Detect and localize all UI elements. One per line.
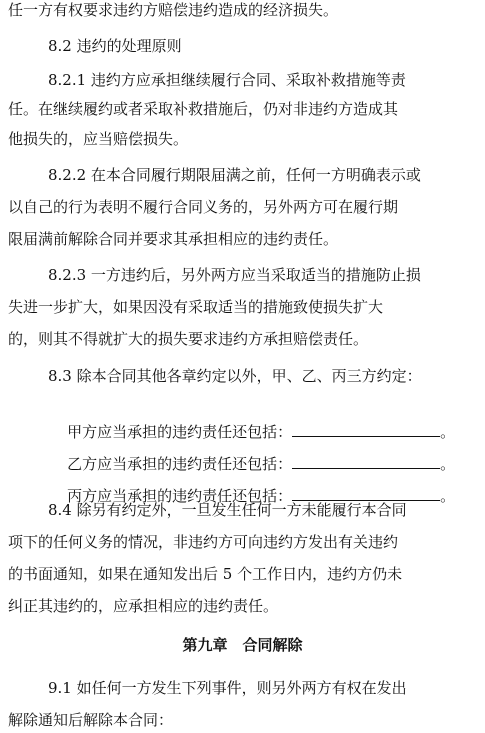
paragraph-line: 任一方有权要求违约方赔偿违约造成的经济损失。 (8, 1, 339, 19)
fill-in-label: 乙方应当承担的违约责任还包括： (67, 455, 293, 473)
paragraph-line: 解除通知后解除本合同： (8, 711, 174, 729)
paragraph-line: 8.4 除另有约定外，一旦发生任何一方未能履行本合同 (48, 501, 407, 519)
paragraph-line: 9.1 如任何一方发生下列事件，则另外两方有权在发出 (48, 679, 407, 697)
paragraph-line: 的，则其不得就扩大的损失要求违约方承担赔偿责任。 (8, 330, 369, 348)
fill-in-blank[interactable] (292, 484, 440, 501)
fill-in-label: 甲方应当承担的违约责任还包括： (67, 423, 293, 441)
paragraph-line: 以自己的行为表明不履行合同义务的，另外两方可在履行期 (8, 198, 399, 216)
paragraph-line: 限届满前解除合同并要求其承担相应的违约责任。 (8, 230, 339, 248)
paragraph-line: 任。在继续履约或者采取补救措施后，仍对非违约方造成其 (8, 100, 399, 118)
paragraph-line: 8.2.2 在本合同履行期限届满之前，任何一方明确表示或 (48, 166, 421, 184)
paragraph-line: 项下的任何义务的情况，非违约方可向违约方发出有关违约 (8, 533, 399, 551)
paragraph-line: 失进一步扩大，如果因没有采取适当的措施致使损失扩大 (8, 298, 384, 316)
fill-in-end: 。 (440, 487, 456, 505)
paragraph-line: 8.2.3 一方违约后，另外两方应当采取适当的措施防止损 (48, 266, 421, 284)
paragraph-line: 纠正其违约的，应承担相应的违约责任。 (8, 597, 279, 615)
fill-in-label: 丙方应当承担的违约责任还包括： (67, 487, 293, 505)
paragraph-line: 8.2.1 违约方应承担继续履行合同、采取补救措施等责 (48, 71, 406, 89)
section-heading: 8.2 违约的处理原则 (48, 37, 182, 55)
chapter-title: 第九章 合同解除 (182, 636, 303, 654)
fill-in-end: 。 (440, 455, 456, 473)
paragraph-line: 的书面通知，如果在通知发出后 5 个工作日内，违约方仍未 (8, 565, 403, 583)
paragraph-line: 他损失的，应当赔偿损失。 (8, 130, 189, 148)
paragraph-line: 8.3 除本合同其他各章约定以外，甲、乙、丙三方约定： (48, 367, 422, 385)
fill-in-end: 。 (440, 423, 456, 441)
